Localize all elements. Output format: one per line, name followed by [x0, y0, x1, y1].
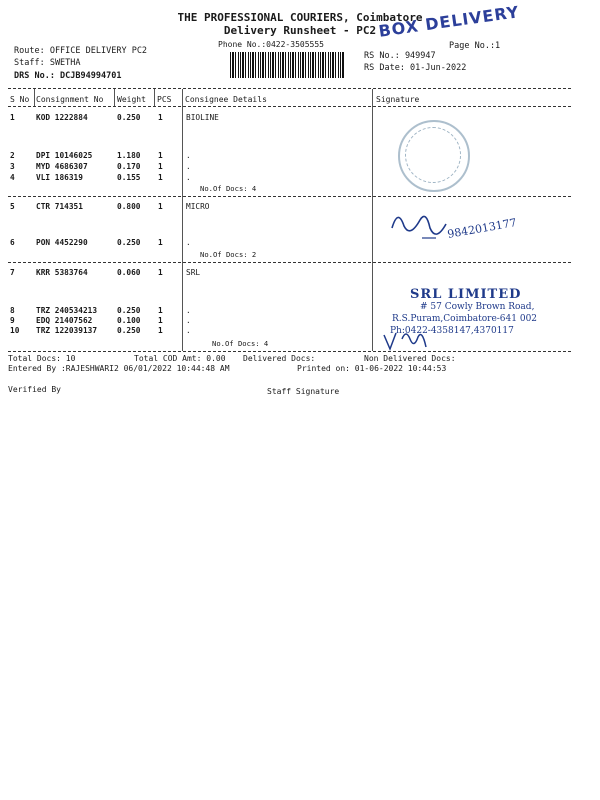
- group-doc-count: No.Of Docs: 4: [200, 184, 257, 193]
- total-cod-amount: Total COD Amt: 0.00: [134, 354, 226, 363]
- row-weight: 0.800: [117, 202, 141, 211]
- row-weight: 0.155: [117, 173, 141, 182]
- row-consignment: KRR 5383764: [36, 268, 88, 277]
- row-consignment: TRZ 240534213: [36, 306, 98, 315]
- row-consignee: .: [186, 316, 191, 325]
- row-sno: 3: [10, 162, 15, 171]
- row-sno: 5: [10, 202, 15, 211]
- phone-number: Phone No.:0422-3505555: [218, 40, 324, 49]
- row-pcs: 1: [158, 238, 163, 247]
- row-weight: 0.100: [117, 316, 141, 325]
- column-header-consignee: Consignee Details: [185, 95, 267, 104]
- group-doc-count: No.Of Docs: 4: [212, 339, 269, 348]
- entered-by: Entered By :RAJESHWARI2 06/01/2022 10:44:48 AM: [8, 364, 230, 373]
- row-consignee: .: [186, 173, 191, 182]
- rs-number: RS No.: 949947: [364, 51, 436, 61]
- row-pcs: 1: [158, 202, 163, 211]
- handwritten-initials: [380, 325, 440, 355]
- divider: [8, 196, 571, 197]
- row-consignment: CTR 714351: [36, 202, 83, 211]
- page-number: Page No.:1: [449, 41, 501, 51]
- box-delivery-stamp: BOX DELIVERY: [377, 2, 521, 41]
- row-weight: 0.250: [117, 113, 141, 122]
- row-pcs: 1: [158, 151, 163, 160]
- row-consignee: BIOLINE: [186, 113, 219, 122]
- delivered-docs: Delivered Docs:: [243, 354, 316, 363]
- row-sno: 8: [10, 306, 15, 315]
- divider: [114, 89, 115, 106]
- document-subtitle: Delivery Runsheet - PC2: [223, 24, 377, 37]
- row-sno: 2: [10, 151, 15, 160]
- row-pcs: 1: [158, 173, 163, 182]
- row-consignee: .: [186, 326, 191, 335]
- column-header-weight: Weight: [117, 95, 146, 104]
- row-weight: 0.170: [117, 162, 141, 171]
- row-sno: 4: [10, 173, 15, 182]
- column-header-consignment: Consignment No: [36, 95, 104, 104]
- divider: [8, 106, 571, 107]
- row-consignment: VLI 186319: [36, 173, 83, 182]
- row-pcs: 1: [158, 306, 163, 315]
- divider: [8, 88, 571, 89]
- row-consignment: EDQ 21407562: [36, 316, 93, 325]
- row-consignee: .: [186, 151, 191, 160]
- total-docs: Total Docs: 10: [8, 354, 76, 363]
- group-doc-count: No.Of Docs: 2: [200, 250, 257, 259]
- handwritten-phone: 9842013177: [446, 216, 518, 241]
- staff-signature: Staff Signature: [267, 387, 340, 396]
- row-pcs: 1: [158, 326, 163, 335]
- row-weight: 0.250: [117, 306, 141, 315]
- row-weight: 0.250: [117, 238, 141, 247]
- row-sno: 1: [10, 113, 15, 122]
- row-sno: 7: [10, 268, 15, 277]
- row-sno: 9: [10, 316, 15, 325]
- round-seal-inner: [405, 127, 461, 183]
- non-delivered-docs: Non Delivered Docs:: [364, 354, 456, 363]
- column-header-sno: S No: [10, 95, 30, 104]
- row-pcs: 1: [158, 162, 163, 171]
- row-consignment: MYD 4686307: [36, 162, 88, 171]
- rs-date: RS Date: 01-Jun-2022: [364, 63, 467, 73]
- row-consignee: MICRO: [186, 202, 210, 211]
- row-weight: 0.250: [117, 326, 141, 335]
- srl-stamp-address-2: R.S.Puram,Coimbatore-641 002: [392, 314, 538, 324]
- barcode-icon: [230, 52, 344, 78]
- verified-by: Verified By: [8, 385, 61, 394]
- drs-number: DRS No.: DCJB94994701: [14, 71, 122, 81]
- row-sno: 10: [10, 326, 20, 335]
- srl-stamp-address-1: # 57 Cowly Brown Road,: [420, 302, 535, 312]
- divider: [372, 89, 373, 351]
- row-consignment: KOD 1222884: [36, 113, 88, 122]
- row-consignment: TRZ 122039137: [36, 326, 98, 335]
- srl-stamp-name: SRL LIMITED: [410, 287, 522, 302]
- row-pcs: 1: [158, 268, 163, 277]
- column-header-signature: Signature: [376, 95, 420, 104]
- row-weight: 1.180: [117, 151, 141, 160]
- staff: Staff: SWETHA: [14, 58, 81, 68]
- divider: [34, 89, 35, 106]
- row-pcs: 1: [158, 316, 163, 325]
- srl-stamp-phone: Ph:0422-4358147,4370117: [390, 326, 514, 336]
- row-consignee: .: [186, 306, 191, 315]
- row-consignment: DPI 10146025: [36, 151, 93, 160]
- row-sno: 6: [10, 238, 15, 247]
- row-consignee: .: [186, 238, 191, 247]
- divider: [8, 262, 571, 263]
- route: Route: OFFICE DELIVERY PC2: [14, 46, 148, 56]
- printed-on: Printed on: 01-06-2022 10:44:53: [297, 364, 447, 373]
- row-consignee: .: [186, 162, 191, 171]
- row-consignment: PON 4452290: [36, 238, 88, 247]
- row-consignee: SRL: [186, 268, 201, 277]
- divider: [182, 89, 183, 351]
- company-title: THE PROFESSIONAL COURIERS, Coimbatore: [177, 11, 423, 24]
- divider: [154, 89, 155, 106]
- column-header-pcs: PCS: [157, 95, 172, 104]
- divider: [8, 351, 571, 352]
- row-pcs: 1: [158, 113, 163, 122]
- row-weight: 0.060: [117, 268, 141, 277]
